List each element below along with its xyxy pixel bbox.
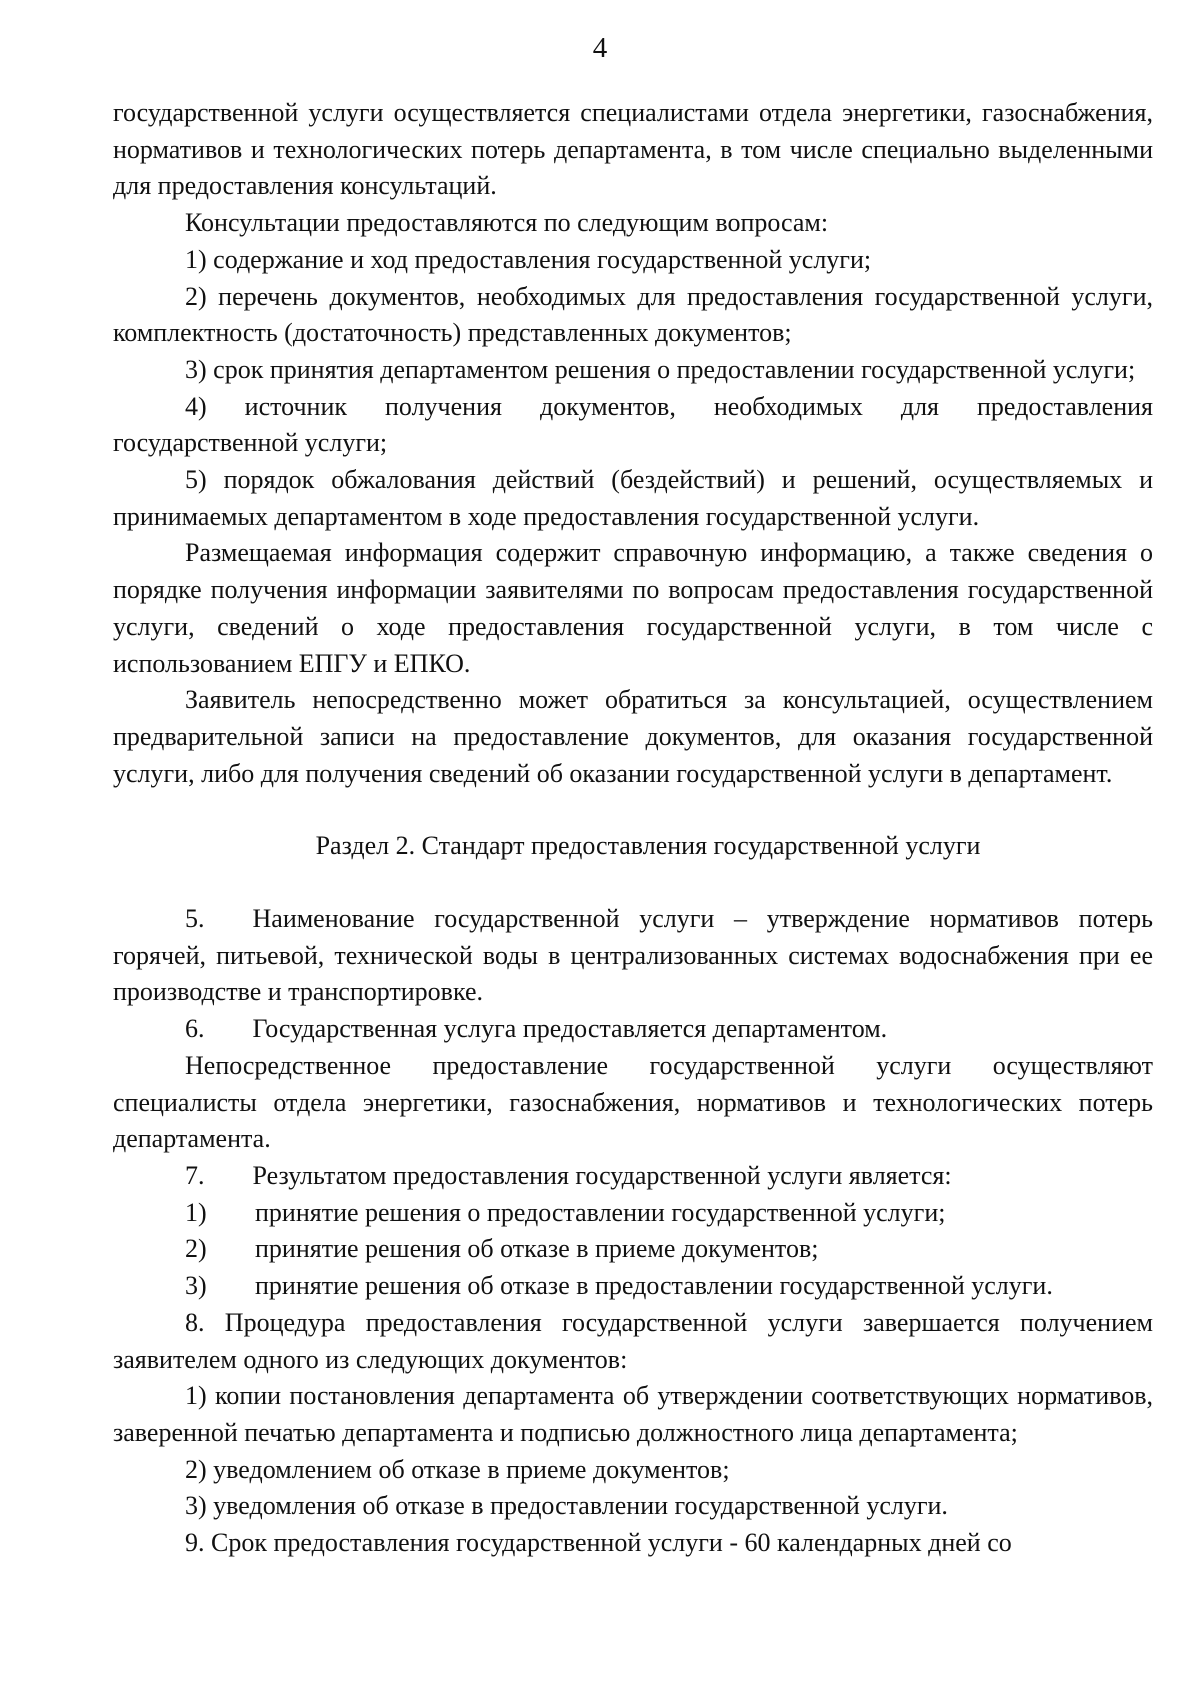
document-body — [113, 95, 1153, 1562]
item-6-text: Государственная услуга предоставляется департаментом. — [252, 1014, 888, 1044]
item-5-text: Наименование государственной услуги – утверждение нормативов потерь горячей, питьевой, технической воды в централизованных системах водоснабжения при ее производстве и транспортировке. — [113, 904, 1153, 1007]
list-number: 3) — [185, 1271, 207, 1301]
item-7-text: Результатом предоставления государственной услуги является: — [252, 1160, 952, 1190]
paragraph-applicant-contact: Заявитель непосредственно может обратиться за консультацией, осуществлением предварительной записи на предоставление документов, для оказания государственной услуги, либо для получения сведений об оказании государственной услуги в департамент. — [113, 685, 1153, 788]
paragraph-item-7 — [113, 1158, 1153, 1195]
paragraph-item-6-detail: Непосредственное предоставление государственной услуги осуществляют специалисты отдела энергетики, газоснабжения, нормативов и технологических потерь департамента. — [113, 1050, 1153, 1154]
list-text: принятие решения об отказе в предоставлении государственной услуги. — [255, 1271, 1053, 1301]
paragraph-item-9-partial: 9. Срок предоставления государственной услуги - 60 календарных дней со — [185, 1528, 1012, 1558]
item-5-number: 5. — [185, 904, 205, 934]
spacer — [113, 792, 1153, 828]
paragraph-intro-continuation: государственной услуги осуществляется специалистами отдела энергетики, газоснабжения, нормативов и технологических потерь департамента, в том числе специально выделенными для предоставления консультаций. — [113, 98, 1153, 201]
section-heading: Раздел 2. Стандарт предоставления государственной услуги — [315, 831, 981, 861]
list-item-document-1: 1) копии постановления департамента об утверждении соответствующих нормативов, заверенной печатью департамента и подписью должностного лица департамента; — [113, 1381, 1153, 1447]
page-number: 4 — [592, 32, 608, 64]
list-item-result-2 — [113, 1231, 1153, 1268]
list-item-result-1 — [113, 1195, 1153, 1232]
list-item-topic-5: 5) порядок обжалования действий (бездействий) и решений, осуществляемых и принимаемых департаментом в ходе предоставления государственной услуги. — [113, 465, 1153, 531]
item-6-number: 6. — [185, 1014, 205, 1044]
paragraph-item-8: 8. Процедура предоставления государственной услуги завершается получением заявителем одного из следующих документов: — [113, 1307, 1153, 1374]
list-text: принятие решения об отказе в приеме документов; — [255, 1234, 819, 1264]
list-item-document-2: 2) уведомлением об отказе в приеме документов; — [185, 1454, 730, 1484]
item-7-number: 7. — [185, 1160, 205, 1190]
list-item-topic-4: 4) источник получения документов, необходимых для предоставления государственной услуги; — [113, 391, 1153, 458]
list-number: 2) — [185, 1234, 207, 1264]
paragraph-consultation-topics: Консультации предоставляются по следующим вопросам: — [185, 208, 829, 238]
list-text: принятие решения о предоставлении государственной услуги; — [255, 1197, 946, 1227]
paragraph-item-5 — [113, 901, 1153, 1011]
spacer — [113, 865, 1153, 901]
list-number: 1) — [185, 1197, 207, 1227]
paragraph-item-6 — [113, 1011, 1153, 1048]
list-item-document-3: 3) уведомления об отказе в предоставлении государственной услуги. — [185, 1491, 948, 1521]
list-item-result-3 — [113, 1268, 1153, 1305]
paragraph-published-info: Размещаемая информация содержит справочную информацию, а также сведения о порядке получения информации заявителями по вопросам предоставления государственной услуги, сведений о ходе предоставления государственной услуги, в том числе с использованием ЕПГУ и ЕПКО. — [113, 538, 1153, 678]
list-item-topic-2: 2) перечень документов, необходимых для предоставления государственной услуги, комплектность (достаточность) представленных документов; — [113, 281, 1153, 348]
list-item-topic-3: 3) срок принятия департаментом решения о предоставлении государственной услуги; — [185, 354, 1136, 384]
list-item-topic-1: 1) содержание и ход предоставления государственной услуги; — [185, 244, 872, 274]
